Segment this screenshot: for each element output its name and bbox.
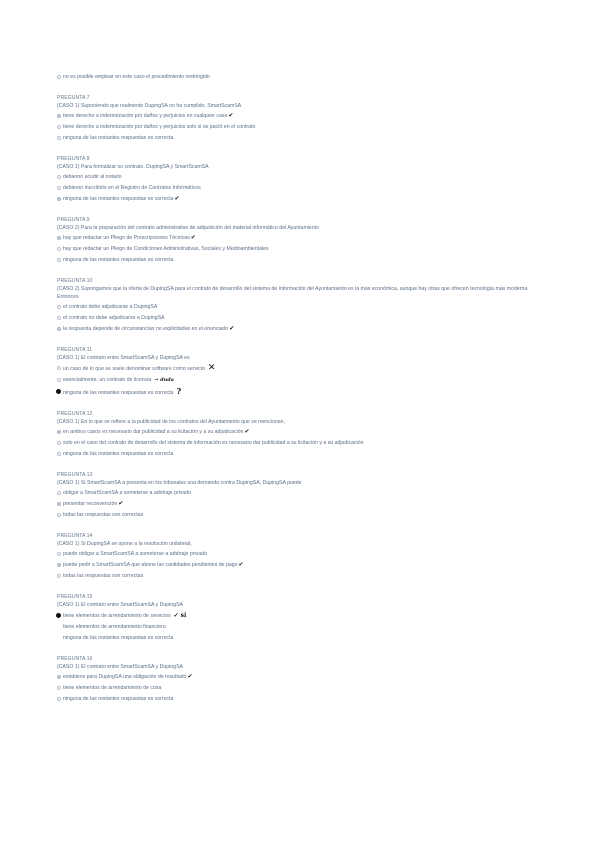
option-row[interactable] bbox=[57, 363, 557, 375]
option-text: obligar a SmartScamSA a someterse a arbitraje privado bbox=[63, 490, 192, 496]
question-title: PREGUNTA 14 bbox=[57, 533, 93, 539]
radio-button[interactable] bbox=[57, 366, 61, 370]
option-text: ninguna de las restantes respuestas es correcta bbox=[63, 451, 174, 457]
option-text: ninguna de las restantes respuestas es correcta bbox=[63, 257, 174, 263]
radio-button[interactable] bbox=[57, 697, 61, 701]
option-text: ninguna de las restantes respuestas es correcta bbox=[63, 635, 174, 641]
radio-button[interactable] bbox=[57, 136, 61, 140]
question-stem: (CASO 1) El contrato entre SmartScamSA y DupingSA es bbox=[57, 355, 190, 361]
handwritten-note: → duda bbox=[154, 377, 175, 383]
question-8 bbox=[57, 155, 557, 205]
option-text: el contrato debe adjudicarse a DupingSA bbox=[63, 304, 158, 310]
radio-button[interactable] bbox=[57, 491, 61, 495]
radio-button[interactable] bbox=[57, 574, 61, 578]
check-icon: ✔ bbox=[228, 113, 234, 119]
option-row[interactable] bbox=[57, 438, 557, 449]
radio-button[interactable] bbox=[57, 236, 61, 240]
option-text: tiene derecho a indemnización por daños y perjuicios en cualquier caso bbox=[63, 113, 228, 119]
question-title: PREGUNTA 11 bbox=[57, 347, 92, 353]
option-text: ninguna de las restantes respuestas es correcta bbox=[63, 390, 174, 396]
check-icon: ✔ bbox=[190, 235, 196, 241]
option-row[interactable] bbox=[57, 133, 557, 144]
option-row[interactable] bbox=[57, 122, 557, 133]
question-stem: (CASO 2) Para la preparación del contrato administrativo de adquisición del material informático del Ayuntamiento bbox=[57, 225, 320, 231]
question-14 bbox=[57, 532, 557, 582]
radio-button[interactable] bbox=[57, 114, 61, 118]
option-row[interactable] bbox=[57, 183, 557, 194]
option-text: un caso de lo que se suele denominar software como servicio bbox=[63, 366, 205, 372]
question-title: PREGUNTA 13 bbox=[57, 472, 93, 478]
radio-button[interactable] bbox=[57, 175, 61, 179]
question-stem: (CASO 1) Suponiendo que realmente DupingSA no ha cumplido, SmartScamSA bbox=[57, 103, 242, 109]
option-text: esencialmente, un contrato de licencia bbox=[63, 377, 152, 383]
radio-button[interactable] bbox=[57, 186, 61, 190]
question-7 bbox=[57, 94, 557, 144]
radio-button[interactable] bbox=[57, 675, 61, 679]
question-title: PREGUNTA 12 bbox=[57, 411, 93, 417]
option-text: tiene derecho a indemnización por daños y perjuicios solo si se pactó en el contrato bbox=[63, 124, 256, 130]
option-row[interactable] bbox=[57, 427, 557, 438]
option-row[interactable] bbox=[57, 610, 557, 622]
check-icon: ✔ bbox=[118, 501, 124, 507]
radio-button[interactable] bbox=[57, 452, 61, 456]
option-row[interactable] bbox=[57, 549, 557, 560]
radio-button[interactable] bbox=[57, 430, 61, 434]
question-13 bbox=[57, 471, 557, 521]
option-text: solo en el caso del contrato de desarrollo del sistema de información es necesario dar publicidad a su licitación y a su adjudicación bbox=[63, 440, 364, 446]
option-row[interactable] bbox=[57, 499, 557, 510]
option-row[interactable] bbox=[57, 172, 557, 183]
radio-button[interactable] bbox=[57, 125, 61, 129]
option-row[interactable] bbox=[57, 111, 557, 122]
option-text: puede pedir a SmartScamSA que abone las cantidades pendientes de pago bbox=[63, 562, 238, 568]
option-row[interactable] bbox=[57, 633, 557, 644]
radio-button[interactable] bbox=[56, 613, 61, 618]
radio-button[interactable] bbox=[57, 305, 61, 309]
radio-button[interactable] bbox=[57, 378, 61, 382]
option-row[interactable] bbox=[57, 233, 557, 244]
option-row[interactable] bbox=[57, 683, 557, 694]
question-stem: (CASO 1) Si SmartScamSA a presenta en los tribunales una demanda contra DupingSA, DupingSA puede bbox=[57, 480, 302, 486]
option-row[interactable] bbox=[57, 672, 557, 683]
option-row[interactable] bbox=[57, 571, 557, 582]
check-icon: ✔ bbox=[187, 674, 193, 680]
option-text: ninguna de las restantes respuestas es correcta bbox=[63, 135, 174, 141]
question-stem: (CASO 1) El contrato entre SmartScamSA y DupingSA bbox=[57, 664, 183, 670]
radio-button[interactable] bbox=[57, 441, 61, 445]
option-text: debieron acudir al notario bbox=[63, 174, 122, 180]
option-row[interactable] bbox=[57, 386, 557, 399]
handwritten-check-note: ✓ sí bbox=[173, 612, 187, 619]
option-text: la respuesta depende de circunstancias no explicitadas en el enunciado bbox=[63, 326, 229, 332]
option-text: tiene elementos de arrendamiento de servicios bbox=[63, 613, 171, 619]
radio-button[interactable] bbox=[56, 389, 61, 394]
radio-button[interactable] bbox=[57, 75, 61, 79]
exam-content bbox=[57, 72, 557, 705]
question-title: PREGUNTA 9 bbox=[57, 217, 90, 223]
option-row[interactable] bbox=[57, 560, 557, 571]
option-row[interactable] bbox=[57, 622, 557, 633]
option-row[interactable] bbox=[57, 449, 557, 460]
radio-button[interactable] bbox=[57, 502, 61, 506]
question-stem: (CASO 1) Para formalizar su contrato, DupingSA y SmartScamSA bbox=[57, 164, 209, 170]
option-row[interactable] bbox=[57, 255, 557, 266]
check-icon: ✔ bbox=[244, 429, 250, 435]
option-row[interactable] bbox=[57, 72, 557, 83]
question-title: PREGUNTA 15 bbox=[57, 594, 93, 600]
question-12 bbox=[57, 410, 557, 460]
option-row[interactable] bbox=[57, 510, 557, 521]
option-row[interactable] bbox=[57, 313, 557, 324]
question-10 bbox=[57, 277, 557, 335]
option-text: todas las respuestas son correctas bbox=[63, 573, 144, 579]
radio-button[interactable] bbox=[57, 327, 61, 331]
question-11 bbox=[57, 346, 557, 399]
question-title: PREGUNTA 10 bbox=[57, 278, 93, 284]
radio-button[interactable] bbox=[57, 258, 61, 262]
option-text: el contrato no debe adjudicarse a DupingSA bbox=[63, 315, 165, 321]
option-row[interactable] bbox=[57, 324, 557, 335]
radio-button[interactable] bbox=[57, 197, 61, 201]
question-title: PREGUNTA 7 bbox=[57, 95, 90, 101]
option-text: ninguna de las restantes respuestas es correcta bbox=[63, 196, 174, 202]
option-text: establece para DupingSA una obligación de resultado bbox=[63, 674, 187, 680]
check-icon: ✔ bbox=[238, 562, 244, 568]
option-row[interactable] bbox=[57, 375, 557, 386]
handwritten-question-mark: ? bbox=[176, 386, 182, 396]
handwritten-cross-mark: ✕ bbox=[207, 363, 216, 373]
question-title: PREGUNTA 16 bbox=[57, 656, 93, 662]
option-row[interactable] bbox=[57, 488, 557, 499]
option-text: debieron inscribirlo en el Registro de Contratos Informáticos bbox=[63, 185, 201, 191]
question-stem: (CASO 2) Supongamos que la oferta de DupingSA para el contrato de desarrollo del sistema de información del Ayuntamiento es la más económica, aunque hay otras que ofrecen tecnología más moderna. Entonces bbox=[57, 286, 529, 300]
option-text: hay que redactar un Pliego de Prescripciones Técnicas bbox=[63, 235, 190, 241]
check-icon: ✔ bbox=[174, 196, 180, 202]
question-stem: (CASO 1) El contrato entre SmartScamSA y DupingSA bbox=[57, 602, 183, 608]
radio-button[interactable] bbox=[57, 513, 61, 517]
option-text: tiene elementos de arrendamiento financiero bbox=[63, 624, 166, 630]
check-icon: ✔ bbox=[229, 326, 235, 332]
question-9 bbox=[57, 216, 557, 266]
radio-button[interactable] bbox=[57, 563, 61, 567]
option-text: todas las respuestas son correctas bbox=[63, 512, 144, 518]
question-title: PREGUNTA 8 bbox=[57, 156, 90, 162]
option-text: puede obligar a SmartScamSA a someterse a arbitraje privado bbox=[63, 551, 207, 557]
option-text: no es posible emplear en este caso el procedimiento restringido bbox=[63, 74, 210, 80]
option-text: tiene elementos de arrendamiento de cosa bbox=[63, 685, 162, 691]
option-row[interactable] bbox=[57, 244, 557, 255]
question-stem: (CASO 1) Si DupingSA se opone a la resolución unilateral, bbox=[57, 541, 192, 547]
option-row[interactable] bbox=[57, 194, 557, 205]
radio-button[interactable] bbox=[57, 247, 61, 251]
option-text: ninguna de las restantes respuestas es correcta bbox=[63, 696, 174, 702]
radio-button[interactable] bbox=[57, 686, 61, 690]
question-stem: (CASO 1) En lo que se refiere a la publicidad de los contratos del Ayuntamiento que se mencionan, bbox=[57, 419, 286, 425]
option-text: hay que redactar un Pliego de Condiciones Administrativas, Sociales y Medioambientales bbox=[63, 246, 269, 252]
radio-button[interactable] bbox=[57, 552, 61, 556]
option-row[interactable] bbox=[57, 694, 557, 705]
question-15 bbox=[57, 593, 557, 644]
option-text: presentar reconvención bbox=[63, 501, 118, 507]
question-16 bbox=[57, 655, 557, 705]
option-text: en ambos casos es necesario dar publicidad a su licitación y a su adjudicación bbox=[63, 429, 244, 435]
radio-button[interactable] bbox=[57, 316, 61, 320]
option-row[interactable] bbox=[57, 302, 557, 313]
